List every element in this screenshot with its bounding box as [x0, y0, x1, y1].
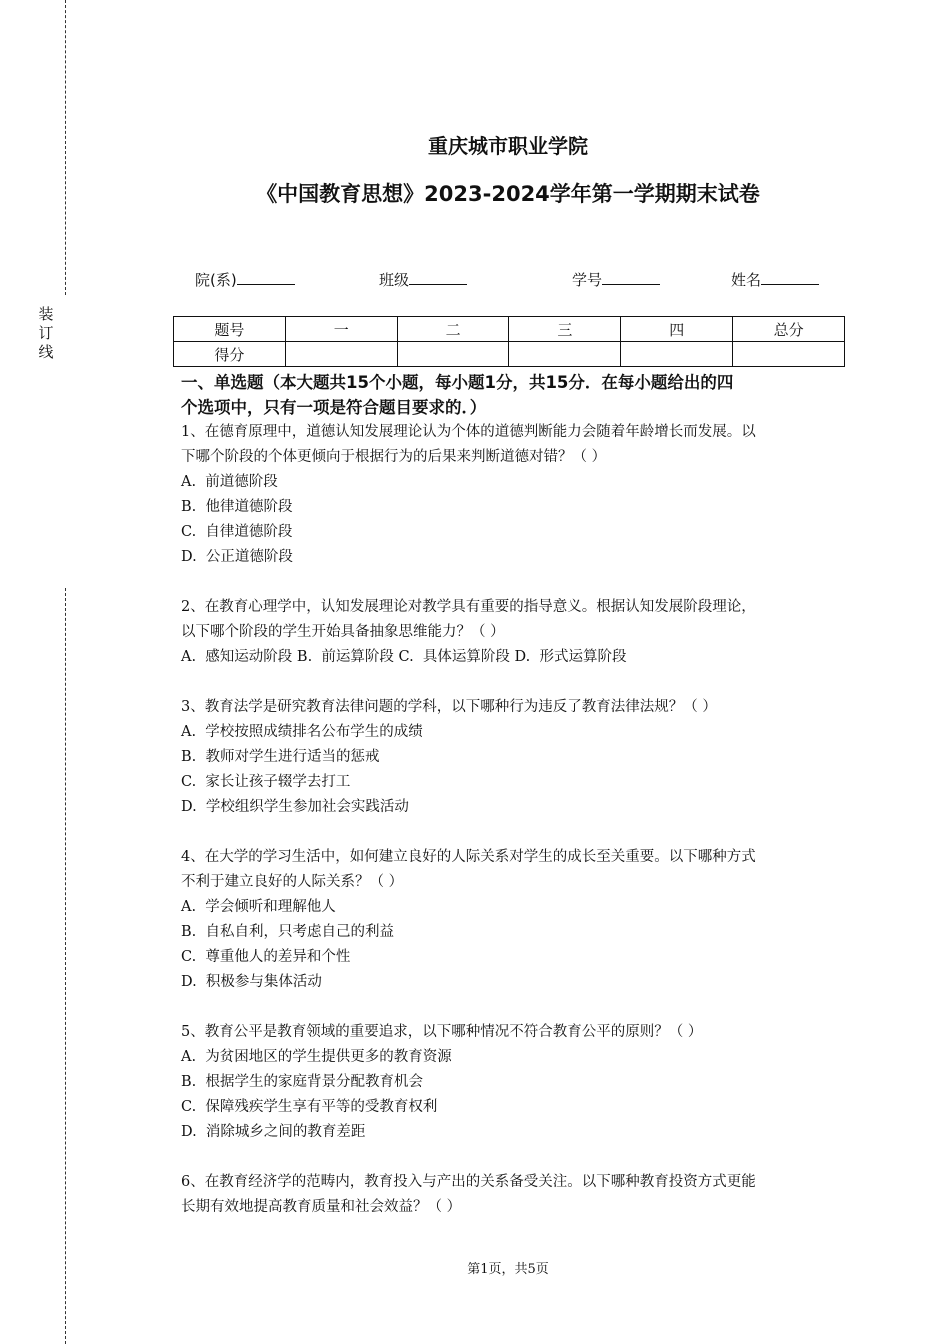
question-5-option: D. 消除城乡之间的教育差距: [181, 1124, 366, 1140]
department-field: [195, 269, 295, 290]
question-1-option: A. 前道德阶段: [181, 474, 278, 490]
school-name: 重庆城市职业学院: [428, 134, 588, 158]
binding-label: [37, 305, 55, 362]
binding-char: 装: [38, 305, 54, 323]
question-3-text: 3、教育法学是研究教育法律问题的学科，以下哪种行为违反了教育法律法规？（ ）: [181, 699, 717, 715]
name-field: [731, 269, 819, 290]
question-4-option: B. 自私自利，只考虑自己的利益: [181, 924, 394, 940]
question-2-text: 以下哪个阶段的学生开始具备抽象思维能力？（ ）: [181, 624, 505, 640]
score-table-cell: 一: [285, 317, 397, 342]
score-table-cell: 题号: [174, 317, 286, 342]
question-1-text: 1、在德育原理中，道德认知发展理论认为个体的道德判断能力会随着年龄增长而发展。以: [181, 424, 756, 440]
question-4-option: D. 积极参与集体活动: [181, 974, 322, 990]
score-table-cell: 三: [509, 317, 621, 342]
question-5-option: A. 为贫困地区的学生提供更多的教育资源: [181, 1049, 452, 1065]
class-field: [379, 269, 467, 290]
question-3-option: A. 学校按照成绩排名公布学生的成绩: [181, 724, 423, 740]
score-entry-cell[interactable]: [285, 342, 397, 367]
binding-char: 线: [38, 343, 54, 361]
student-id-field: [572, 269, 660, 290]
name-blank[interactable]: [761, 270, 819, 285]
class-label: 班级: [379, 271, 410, 289]
student-id-label: 学号: [572, 271, 603, 289]
question-1-option: C. 自律道德阶段: [181, 524, 293, 540]
exam-title: 《中国教育思想》2023-2024学年第一学期期末试卷: [256, 182, 760, 206]
score-table-cell: 四: [621, 317, 733, 342]
question-5-option: C. 保障残疾学生享有平等的受教育权利: [181, 1099, 438, 1115]
question-2-options: A. 感知运动阶段 B. 前运算阶段 C. 具体运算阶段 D. 形式运算阶段: [181, 649, 627, 665]
class-blank[interactable]: [409, 270, 467, 285]
score-entry-cell[interactable]: [509, 342, 621, 367]
score-table-header-row: [174, 317, 845, 342]
question-3-option: B. 教师对学生进行适当的惩戒: [181, 749, 380, 765]
section-heading: 个选项中，只有一项是符合题目要求的．）: [181, 398, 487, 417]
question-6-text: 长期有效地提高教育质量和社会效益？（ ）: [181, 1199, 462, 1215]
section-heading: 一、单选题（本大题共15个小题，每小题1分，共15分．在每小题给出的四: [181, 373, 734, 392]
student-id-blank[interactable]: [602, 270, 660, 285]
question-1-option: B. 他律道德阶段: [181, 499, 293, 515]
question-6-text: 6、在教育经济学的范畴内，教育投入与产出的关系备受关注。以下哪种教育投资方式更能: [181, 1174, 756, 1190]
department-label: 院(系): [195, 271, 237, 289]
question-4-option: A. 学会倾听和理解他人: [181, 899, 336, 915]
score-entry-cell[interactable]: [621, 342, 733, 367]
binding-char: 订: [38, 324, 54, 342]
score-table-cell: 二: [397, 317, 509, 342]
question-4-text: 4、在大学的学习生活中，如何建立良好的人际关系对学生的成长至关重要。以下哪种方式: [181, 849, 756, 865]
department-blank[interactable]: [237, 270, 295, 285]
score-entry-cell[interactable]: [733, 342, 845, 367]
question-3-option: D. 学校组织学生参加社会实践活动: [181, 799, 409, 815]
score-table-cell: 总分: [733, 317, 845, 342]
question-4-text: 不利于建立良好的人际关系？（ ）: [181, 874, 404, 890]
question-5-option: B. 根据学生的家庭背景分配教育机会: [181, 1074, 423, 1090]
exam-content: [181, 370, 841, 1220]
question-3-option: C. 家长让孩子辍学去打工: [181, 774, 351, 790]
question-4-option: C. 尊重他人的差异和个性: [181, 949, 351, 965]
page-indicator: 第1页，共5页: [467, 1262, 549, 1277]
question-2-text: 2、在教育心理学中，认知发展理论对教学具有重要的指导意义。根据认知发展阶段理论，: [181, 599, 756, 615]
score-table-score-row: [174, 342, 845, 367]
question-5-text: 5、教育公平是教育领域的重要追求，以下哪种情况不符合教育公平的原则？（ ）: [181, 1024, 703, 1040]
question-1-option: D. 公正道德阶段: [181, 549, 293, 565]
score-row-label: 得分: [174, 342, 286, 367]
question-1-text: 下哪个阶段的个体更倾向于根据行为的后果来判断道德对错？（ ）: [181, 449, 607, 465]
score-table: [173, 316, 845, 367]
binding-dashed-line-bottom: [65, 588, 66, 1344]
name-label: 姓名: [731, 271, 762, 289]
score-entry-cell[interactable]: [397, 342, 509, 367]
